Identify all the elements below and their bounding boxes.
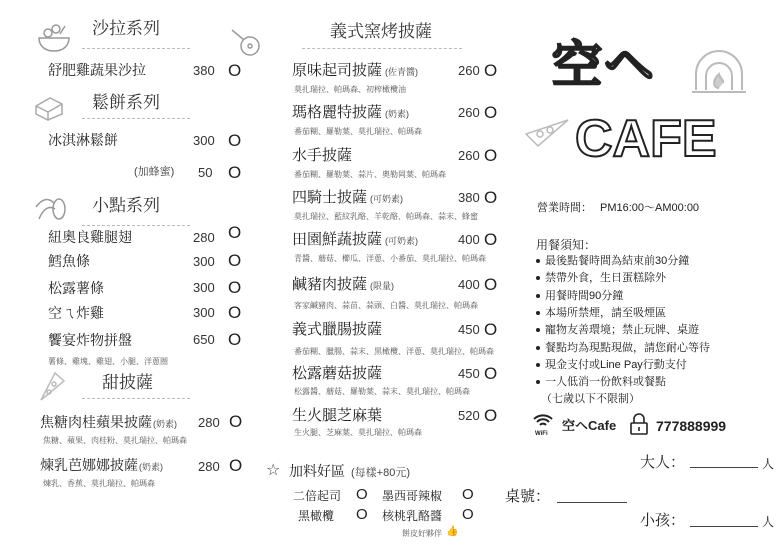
order-checkbox[interactable]: O	[462, 486, 474, 503]
item-name: 舒肥雞蔬果沙拉	[48, 62, 146, 78]
item-price: 260	[458, 105, 480, 120]
item-name: (加蜂蜜)	[134, 166, 175, 178]
rule-item: 禁帶外食，生日蛋糕除外	[545, 272, 666, 285]
rule-item: 餐點均為現點現做，請您耐心等待	[545, 341, 710, 354]
item-price: 280	[193, 230, 215, 245]
menu-item	[292, 366, 385, 381]
thumbs-up-icon: 👍	[446, 526, 459, 537]
item-name: 田園鮮蔬披薩	[292, 231, 383, 248]
item-description: 焦糖、蘋果、肉桂粉、莫扎瑞拉、帕瑪森	[43, 436, 187, 445]
item-tag: (限量)	[370, 281, 395, 291]
item-price: 380	[193, 63, 215, 78]
item-price: 520	[458, 408, 480, 423]
rules-note: （七歲以下不限制）	[541, 393, 640, 405]
toppings-footer: 餅皮好夥伴	[402, 529, 442, 538]
item-description: 煉乳、香蕉、莫扎瑞拉、帕瑪森	[43, 479, 155, 488]
item-price: 400	[458, 277, 480, 292]
item-price: 450	[458, 366, 480, 381]
bullet-icon	[536, 363, 540, 367]
order-checkbox[interactable]: O	[484, 103, 498, 122]
menu-item	[40, 415, 177, 429]
rules-title: 用餐須知：	[536, 238, 597, 252]
item-description: 薯條、雞塊、雞翅、小腿、洋蔥圈	[48, 357, 168, 366]
menu-item	[292, 322, 385, 337]
menu-item	[292, 277, 394, 292]
item-tag: (奶素)	[385, 109, 410, 119]
unit-label: 人	[762, 457, 775, 471]
item-price: 280	[198, 415, 220, 430]
bullet-icon	[536, 294, 540, 298]
item-name: 饗宴炸物拼盤	[48, 332, 132, 348]
order-checkbox[interactable]: O	[228, 330, 242, 349]
unit-label: 人	[762, 515, 775, 529]
item-price: 260	[458, 148, 480, 163]
item-price: 300	[193, 280, 215, 295]
item-price: 280	[198, 459, 220, 474]
item-price: 400	[458, 232, 480, 247]
item-price: 650	[193, 332, 215, 347]
item-tag: (佐青醬)	[385, 67, 419, 77]
toppings-note: (每樣+80元)	[351, 467, 410, 479]
order-checkbox[interactable]: O	[484, 146, 498, 165]
item-name: 松露蘑菇披薩	[292, 365, 383, 382]
item-name: 生火腿芝麻葉	[292, 407, 383, 424]
pizza-slice-icon	[37, 370, 67, 406]
children-label: 小孩：	[640, 512, 686, 529]
order-checkbox[interactable]: O	[356, 506, 368, 523]
order-checkbox[interactable]: O	[229, 412, 243, 431]
adults-label: 大人：	[640, 454, 686, 471]
divider	[82, 118, 190, 119]
bullet-icon	[536, 311, 540, 315]
topping-name: 黑橄欖	[298, 509, 335, 523]
item-price: 260	[458, 63, 480, 78]
divider	[302, 48, 462, 49]
item-description: 生火腿、芝麻葉、莫扎瑞拉、帕瑪森	[294, 428, 422, 437]
wifi-icon	[532, 413, 554, 429]
fries-icon	[33, 193, 69, 223]
item-name: 冰淇淋鬆餅	[48, 132, 118, 148]
divider	[82, 48, 190, 49]
item-price: 450	[458, 322, 480, 337]
toppings-header	[289, 464, 410, 479]
table-label: 桌號：	[505, 488, 551, 505]
order-checkbox[interactable]: O	[228, 278, 242, 297]
item-description: 番茄糊、羅勒葉、蒜片、奧勒岡葉、帕瑪森	[294, 170, 446, 179]
item-name: 松露薯條	[48, 280, 104, 296]
item-name: 紐奧良雞腿翅	[48, 229, 132, 245]
item-price: 300	[193, 254, 215, 269]
item-name: 煉乳芭娜娜披薩	[40, 457, 138, 473]
menu-item	[292, 190, 403, 205]
item-tag: (奶素)	[153, 419, 177, 429]
menu-item	[292, 408, 385, 423]
order-checkbox[interactable]: O	[229, 456, 243, 475]
salad-bowl-icon	[36, 20, 72, 54]
order-checkbox[interactable]: O	[228, 251, 242, 270]
item-tag: (奶素)	[139, 462, 163, 472]
adults-field[interactable]	[690, 467, 758, 468]
item-price: 380	[458, 190, 480, 205]
order-checkbox[interactable]: O	[484, 61, 498, 80]
item-name: 義式臘腸披薩	[292, 321, 383, 338]
item-name: 焦糖肉桂蘋果披薩	[40, 414, 152, 430]
section-title-pizza: 義式窯烤披薩	[330, 22, 432, 41]
rule-item: 用餐時間90分鐘	[545, 289, 624, 302]
topping-name: 二倍起司	[293, 489, 342, 503]
bullet-icon	[536, 259, 540, 263]
order-checkbox[interactable]: O	[462, 506, 474, 523]
hours-label: 營業時間：	[537, 202, 592, 214]
item-description: 番茄糊、羅勒葉、莫扎瑞拉、帕瑪森	[294, 127, 422, 136]
item-description: 莫扎瑞拉、帕瑪森、初榨橄欖油	[294, 85, 406, 94]
topping-name: 墨西哥辣椒	[382, 489, 443, 503]
order-checkbox[interactable]: O	[228, 303, 242, 322]
menu-item	[40, 458, 163, 472]
item-description: 松露醬、蘑菇、羅勒葉、蒜末、莫扎瑞拉、帕瑪森	[294, 387, 470, 396]
waffle-icon	[33, 94, 65, 122]
item-description: 青醬、蘑菇、櫛瓜、洋蔥、小番茄、莫扎瑞拉、帕瑪森	[294, 254, 486, 263]
wifi-name: 空ヘCafe	[562, 418, 617, 433]
order-checkbox[interactable]: O	[356, 486, 368, 503]
order-checkbox[interactable]: O	[228, 163, 242, 182]
section-title-snacks: 小點系列	[92, 196, 160, 215]
item-price: 300	[193, 133, 215, 148]
item-tag: (可奶素)	[370, 194, 404, 204]
hours-value: PM16:00～AM00:00	[600, 202, 700, 214]
children-field[interactable]	[690, 526, 758, 527]
menu-item	[292, 63, 418, 78]
menu-item	[292, 105, 409, 120]
hours-row	[537, 203, 699, 214]
item-name: 水手披薩	[292, 147, 353, 164]
section-title-waffle: 鬆餅系列	[92, 93, 160, 112]
menu-item	[292, 148, 355, 163]
logo-line1: 空ヘ	[552, 37, 656, 93]
rule-item: 最後點餐時間為結束前30分鐘	[545, 255, 690, 267]
item-description: 客家鹹豬肉、蒜苗、蒜頭、白醬、莫扎瑞拉、帕瑪森	[294, 301, 478, 310]
rule-item: 寵物友善環境；禁止玩牌、桌遊	[545, 324, 699, 337]
wifi-label: WiFi	[535, 431, 548, 437]
order-checkbox[interactable]: O	[228, 131, 242, 150]
table-field[interactable]	[557, 502, 627, 503]
order-checkbox[interactable]: O	[484, 320, 498, 339]
menu-item	[292, 232, 418, 247]
divider	[82, 398, 190, 399]
order-checkbox[interactable]: O	[484, 275, 498, 294]
item-price: 300	[193, 305, 215, 320]
order-checkbox[interactable]: O	[228, 223, 242, 242]
lock-icon	[628, 413, 650, 435]
order-checkbox[interactable]: O	[228, 61, 242, 80]
star-icon: ☆	[266, 462, 281, 479]
order-checkbox[interactable]: O	[484, 364, 498, 383]
item-name: 原味起司披薩	[292, 62, 383, 79]
section-title-sweet-pizza: 甜披薩	[102, 373, 153, 392]
item-tag: (可奶素)	[385, 236, 419, 246]
pizza-oven-icon	[692, 48, 746, 96]
rule-item: 現金支付或Line Pay行動支付	[545, 358, 687, 371]
toppings-title: 加料好區	[289, 463, 345, 479]
bullet-icon	[536, 328, 540, 332]
item-description: 番茄糊、臘腸、蒜末、黑橄欖、洋蔥、莫扎瑞拉、帕瑪森	[294, 347, 494, 356]
section-title-salad: 沙拉系列	[92, 19, 160, 38]
item-description: 莫扎瑞拉、藍紋乳酪、羊乾酪、帕瑪森、蒜末、蜂蜜	[294, 212, 478, 221]
topping-name: 核桃乳酪醬	[382, 509, 443, 523]
rule-item: 一人低消一份飲料或餐點	[545, 376, 666, 389]
logo-line2: CAFE	[575, 110, 717, 168]
divider	[82, 225, 190, 226]
pizza-cutter-icon	[228, 24, 262, 58]
item-name: 空ㄟ炸雞	[48, 305, 104, 321]
bullet-icon	[536, 380, 540, 384]
rule-item: 本場所禁煙，請至吸煙區	[545, 306, 666, 319]
bullet-icon	[536, 346, 540, 350]
order-checkbox[interactable]: O	[484, 230, 498, 249]
item-name: 鱈魚條	[48, 253, 90, 269]
item-name: 瑪格麗特披薩	[292, 104, 383, 121]
wifi-password: 777888999	[656, 418, 727, 434]
bullet-icon	[536, 276, 540, 280]
item-name: 鹹豬肉披薩	[292, 276, 368, 293]
item-price: 50	[198, 165, 213, 180]
item-name: 四騎士披薩	[292, 189, 368, 206]
order-checkbox[interactable]: O	[484, 188, 498, 207]
pizza-slice-icon	[522, 114, 572, 150]
order-checkbox[interactable]: O	[484, 406, 498, 425]
